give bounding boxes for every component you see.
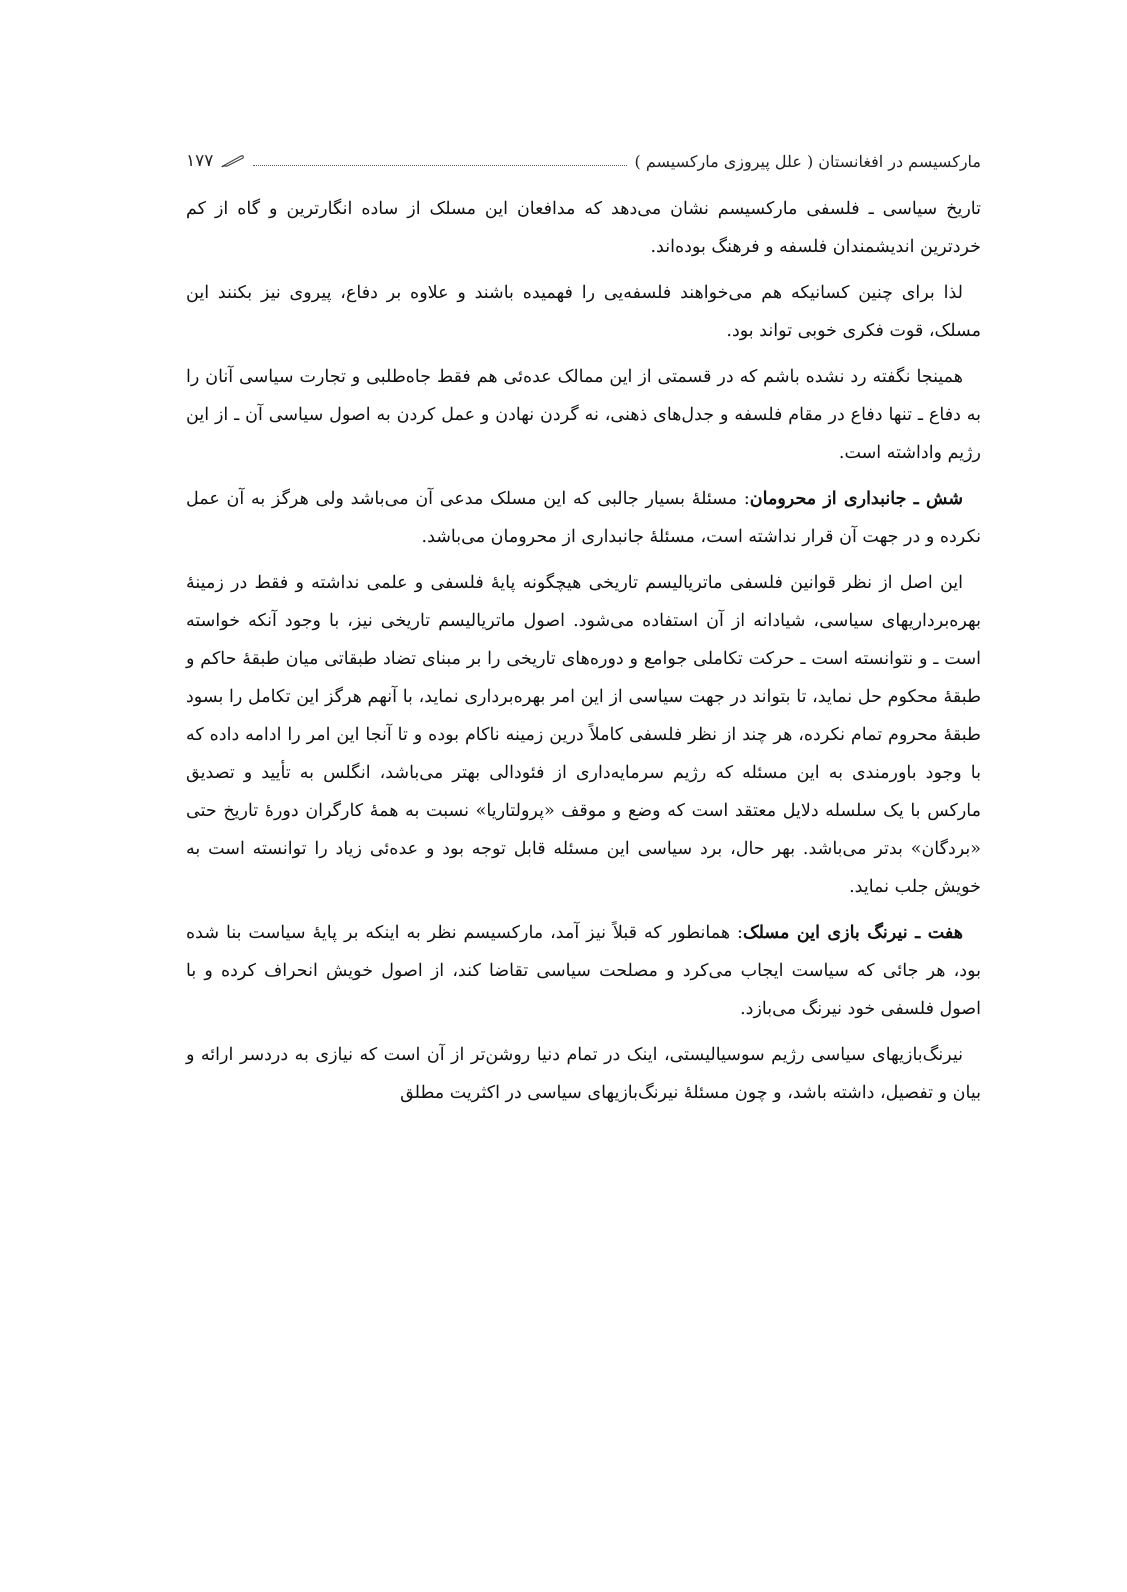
page-number: ۱۷۷ [186,151,214,171]
paragraph-2: لذا برای چنین کسانیکه هم می‌خواهند فلسفه‌یی را فهمیده باشند و علاوه بر دفاع، پیروی نیز بکنند این مسلک، قوت فکری خوبی تواند بود. [186,283,981,341]
paragraph-1: تاریخ سیاسی ـ فلسفی مارکسیسم نشان می‌دهد که مدافعان این مسلک از ساده انگارترین و گاه از کم خردترین اندیشمندان فلسفه و فرهنگ بوده‌اند. [186,199,981,257]
paragraph-7: نیرنگ‌بازیهای سیاسی رژیم سوسیالیستی، اینک در تمام دنیا روشن‌تر از آن است که نیازی به دردسر ارائه و بیان و تفصیل، داشته باشد، و چون مسئلۀ نیرنگ‌بازیهای سیاسی در اکثریت مطلق [186,1045,981,1103]
paragraph-5: این اصل از نظر قوانین فلسفی ماتریالیسم تاریخی هیچگونه پایۀ فلسفی و علمی نداشته و فقط در زمینۀ بهره‌برداریهای سیاسی، شیادانه از آن استفاده می‌شود. اصول ماتریالیسم تاریخی نیز، با وجود آنکه خواسته است ـ و نتوانسته است ـ حرکت تکاملی جوامع و دوره‌های تاریخی را بر مبنای تضاد طبقاتی میان طبقۀ حاکم و طبقۀ محکوم حل نماید، تا بتواند در جهت سیاسی از این امر بهره‌برداری نماید، با آنهم هرگز این تکامل را بسود طبقۀ محروم تمام نکرده، هر چند از نظر فلسفی کاملاً درین زمینه ناکام بوده و تا آنجا این امر را ادامه داده که با وجود باورمندی به این مسئله که رژیم سرمایه‌داری از فئودالی بهتر می‌باشد، انگلس به تأیید و تصدیق مارکس با یک سلسله دلایل معتقد است که وضع و موقف «پرولتاریا» نسبت به همۀ کارگران دورۀ تاریخ حتی «بردگان» بدتر می‌باشد. بهر حال، برد سیاسی این مسئله قابل توجه بود و عده‌ئی زیاد را توانسته است به خویش جلب نماید. [186,573,981,897]
body-text [186,190,981,1120]
section-heading-six: شش ـ جانبداری از محرومان [749,489,964,509]
section-heading-seven: هفت ـ نیرنگ بازی این مسلک [742,923,963,943]
paragraph-3: همینجا نگفته رد نشده باشم که در قسمتی از این ممالک عده‌ئی هم فقط جاه‌طلبی و تجارت سیاسی آنان را به دفاع ـ تنها دفاع در مقام فلسفه و جدل‌های ذهنی، نه گردن نهادن و عمل کردن به اصول سیاسی آن ـ از این رژیم واداشته است. [186,367,981,463]
running-header [186,148,981,174]
leader-dots [253,165,626,166]
quill-pen-icon [221,154,245,168]
paragraph-4: شش ـ جانبداری از محرومان: مسئلۀ بسیار جالبی که این مسلک مدعی آن می‌باشد ولی هرگز به آن عمل نکرده و در جهت آن قرار نداشته است، مسئلۀ جانبداری از محرومان می‌باشد. [186,489,981,547]
paragraph-6: هفت ـ نیرنگ بازی این مسلک: همانطور که قبلاً نیز آمد، مارکسیسم نظر به اینکه بر پایۀ سیاست بنا شده بود، هر جائی که سیاست ایجاب می‌کرد و مصلحت سیاسی تقاضا کند، از اصول خویش انحراف کرده و با اصول فلسفی خود نیرنگ می‌بازد. [186,923,981,1019]
running-title: مارکسیسم در افغانستان ( علل پیروزی مارکسیسم ) [634,151,981,171]
